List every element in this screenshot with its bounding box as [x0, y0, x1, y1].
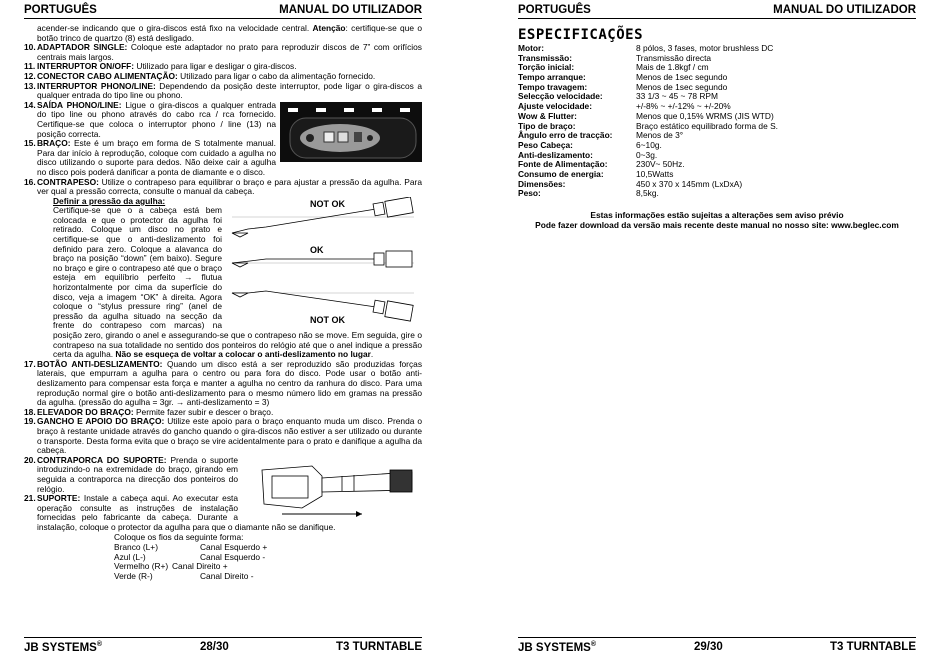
- footer-product: T3 TURNTABLE: [335, 641, 422, 653]
- spec-key: Tempo arranque:: [518, 72, 586, 83]
- page-footer: [518, 641, 916, 655]
- stylus-pressure-section: NOT OK OK NOT OK Definir a pressão da agulha: Certifique-se que o a cabeça está bem colocada e que o protector da agulha foi retirado. Coloque um disco no prato e certifique-se que o anti-deslizamento foi definido para zero. Coloque a alavanca do braço na posição “down” (em baixo). Segure no braço e gire o contrapeso até que o braço esteja em equilíbrio perfeito → flutua horizontalmente por cima da superfície do disco, veja a imagem “OK” à direita. Agora coloque o “stylus pressure ring” (anel de pressão da agulha situado na secção da frente do contrapeso com marcas) na posição zero, girando o anel e assegurando-se que o contrapeso não se move. Em seguida, gire o contrapeso na sua totalidade no sentido dos ponteiros do relógio até que o anel indique a pressão certa da agulha. Não se esqueça de voltar a colocar o anti-deslizamento no lugar.: [53, 195, 422, 360]
- spec-value: Menos de 3°: [636, 130, 684, 141]
- header-rule: [518, 18, 916, 19]
- spec-key: Consumo de energia:: [518, 168, 604, 179]
- header-title: MANUAL DO UTILIZADOR: [773, 4, 916, 16]
- footer-brand: JB SYSTEMS®: [24, 641, 103, 654]
- spec-value: 450 x 370 x 145mm (LxDxA): [636, 178, 743, 189]
- spec-value: 8,5kg.: [636, 188, 659, 199]
- right-page: [518, 0, 916, 659]
- spec-key: Anti-deslizamento:: [518, 149, 593, 160]
- page-number: 28/30: [200, 641, 229, 653]
- page-header: [24, 4, 422, 18]
- spec-row: [518, 189, 916, 199]
- spec-key: Peso:: [518, 188, 541, 199]
- spec-key: Motor:: [518, 43, 545, 53]
- spec-value: +/-8% ~ +/-12% ~ +/-20%: [636, 101, 731, 112]
- spec-value: 33 1/3 ~ 45 ~ 78 RPM: [636, 91, 718, 102]
- wire-connection-table: [24, 533, 422, 581]
- spec-value: Braço estático equilibrado forma de S.: [636, 120, 778, 131]
- download-text: Pode fazer download da versão mais recente deste manual no nosso site: www.beglec.com: [535, 220, 899, 230]
- header-rule: [24, 18, 422, 19]
- wire-row: Vermelho (R+) Canal Direito +: [114, 561, 228, 572]
- spec-row: [518, 180, 916, 190]
- page-footer: [24, 641, 422, 655]
- stylus-pressure-heading: Definir a pressão da agulha:: [53, 195, 166, 206]
- spec-value: Menos de 1sec segundo: [636, 72, 728, 83]
- spec-key: Ângulo erro de tracção:: [518, 130, 613, 141]
- item-14: 14. SAÍDA PHONO/LINE: Ligue o gira-discos a qualquer entrada do tipo line ou phono através do cabo rca / rca fornecido. Certifique-se que coloca o interruptor phono / line (13) na posição correcta.: [24, 99, 276, 139]
- left-page: [24, 0, 422, 659]
- item-15: 15. BRAÇO: Este é um braço em forma de S totalmente manual. Para dar início à reprodução, coloque com cuidado a agulha no disco utilizando o suporte para dedos. Não deixe cair a agulha no disco pois poderá danificar a ponta de diamante e o disco.: [24, 138, 276, 177]
- item-21: 21. SUPORTE: Instale a cabeça aqui. Ao executar esta operação consulte as instruções de instalação fornecidas pelo fabricante da cabeça. Durante a instalação, coloque o protector da agulha para que o diamante não se danifique.: [24, 493, 336, 532]
- spec-key: Dimensões:: [518, 178, 566, 189]
- spec-key: Ajuste velocidade:: [518, 101, 593, 112]
- specifications-table: [518, 44, 916, 199]
- not-ok-label-2: NOT OK: [310, 314, 345, 325]
- spec-key: Selecção velocidade:: [518, 91, 603, 102]
- wire-row: Verde (R-) Canal Direito -: [114, 570, 254, 581]
- footer-rule: [518, 637, 916, 638]
- item-16: 16. CONTRAPESO: Utilize o contrapeso para equilibrar o braço e para ajustar a pressão da agulha. Para ver qual a pressão correcta, consulte o manual da cabeça.: [24, 176, 422, 197]
- spec-row: [518, 44, 916, 54]
- spec-value: Mais de 1.8kgf / cm: [636, 62, 709, 73]
- item-18: 18. ELEVADOR DO BRAÇO: Permite fazer subir e descer o braço.: [24, 406, 274, 417]
- spec-value: 10,5Watts: [636, 168, 674, 179]
- spec-row: [518, 131, 916, 141]
- spec-key: Wow & Flutter:: [518, 110, 577, 121]
- spec-value: Menos de 1sec segundo: [636, 81, 728, 92]
- intro-paragraph: acender-se indicando que o gira-discos está fixo na velocidade central. Atenção: certifique-se que o botão trinco de quartzo (8) está desligado.: [37, 23, 422, 43]
- spec-value: 230V~ 50Hz.: [636, 159, 685, 170]
- header-title: MANUAL DO UTILIZADOR: [279, 4, 422, 16]
- spec-key: Peso Cabeça:: [518, 139, 573, 150]
- header-language: PORTUGUÊS: [24, 4, 97, 16]
- notes: [518, 210, 916, 230]
- item-11: 11. INTERRUPTOR ON/OFF: Utilizado para ligar e desligar o gira-discos.: [24, 61, 297, 72]
- wire-row: Branco (L+) Canal Esquerdo +: [114, 542, 268, 553]
- not-ok-label-1: NOT OK: [310, 198, 345, 209]
- footer-product: T3 TURNTABLE: [829, 641, 916, 653]
- stylus-pressure-text: Certifique-se que o a cabeça está bem colocada e que o protector da agulha foi retirado. Coloque um disco no prato e certifique-se que o anti-deslizamento foi definido para zero. Coloque a alavanca do braço na posição “down” (em baixo). Segure no braço e gire o contrapeso até que o braço esteja em equilíbrio perfeito → flutua horizontalmente por cima da superfície do disco, veja a imagem “OK” à direita. Agora coloque o “stylus pressure ring” (anel de pressão da agulha situado na secção da frente do contrapeso com marcas) na posição zero, girando o anel e assegurando-se que o contrapeso não se move. Em seguida, gire o contrapeso na sua totalidade no sentido dos ponteiros do relógio até que o anel indique a pressão certa da agulha.: [53, 205, 422, 360]
- item-12: 12. CONECTOR CABO ALIMENTAÇÃO: Utilizado para ligar o cabo da alimentação fornecido.: [24, 70, 376, 81]
- wire-table-heading: Coloque os fios da seguinte forma:: [114, 532, 244, 543]
- item-13: 13. INTERRUPTOR PHONO/LINE: Dependendo da posição deste interruptor, pode ligar o gira-discos a qualquer entrada do tipo line ou phono.: [24, 80, 422, 101]
- header-language: PORTUGUÊS: [518, 4, 591, 16]
- item-20: 20. CONTRAPORCA DO SUPORTE: Prenda o suporte introduzindo-o na extremidade do braço, girando em seguida a contraporca na direcção dos ponteiros do relógio.: [24, 454, 238, 494]
- spec-row: [518, 54, 916, 64]
- spec-key: Torção inicial:: [518, 62, 575, 73]
- specifications-title: ESPECIFICAÇÕES: [518, 27, 644, 43]
- page-header: [518, 4, 916, 18]
- page-number: 29/30: [694, 641, 723, 653]
- spec-key: Tempo travagem:: [518, 81, 588, 92]
- notice-text: Estas informações estão sujeitas a alterações sem aviso prévio: [590, 210, 844, 220]
- wire-row: Azul (L-) Canal Esquerdo -: [114, 551, 266, 562]
- spec-key: Fonte de Alimentação:: [518, 159, 608, 170]
- item-19: 19. GANCHO E APOIO DO BRAÇO: Utilize este apoio para o braço enquanto muda um disco. Prenda o braço à restante unidade através do gancho quando o gira-discos não estiver a ser utilizado ou durante o transporte. Desta forma evita que o braço se vire acidentalmente para o prato e danifique a agulha da cabeça.: [24, 416, 422, 456]
- spec-value: Menos que 0,15% WRMS (JIS WTD): [636, 110, 774, 121]
- spec-value: 6~10g.: [636, 139, 662, 150]
- footer-rule: [24, 637, 422, 638]
- ok-label: OK: [310, 244, 324, 255]
- spec-key: Tipo de braço:: [518, 120, 576, 131]
- item-17: 17. BOTÃO ANTI-DESLIZAMENTO: Quando um disco está a ser reproduzido são produzidas forças laterais, que empurram a agulha para o centro ou para fora do disco. Pode usar o botão anti-deslizamento para compensar esta força e manter a agulha no centro da ranhura do disco. Para uma reprodução normal gire o botão anti-deslizamento para o mesmo número lido em gramas na pressão da agulha. (pressão do agulha = 3gr. → anti-deslizamento = 3): [24, 358, 423, 408]
- spec-value: 8 pólos, 3 fases, motor brushless DC: [636, 43, 774, 53]
- footer-brand: JB SYSTEMS®: [518, 641, 597, 654]
- spec-value: Transmissão directa: [636, 52, 712, 63]
- tonearm-balance-figure: [226, 197, 422, 329]
- spec-key: Transmissão:: [518, 52, 572, 63]
- instructions-body: [24, 24, 422, 581]
- item-10: 10. ADAPTADOR SINGLE: Coloque este adaptador no prato para reproduzir discos de 7” com orifícios centrais mais largos.: [24, 42, 422, 62]
- spec-value: 0~3g.: [636, 149, 658, 160]
